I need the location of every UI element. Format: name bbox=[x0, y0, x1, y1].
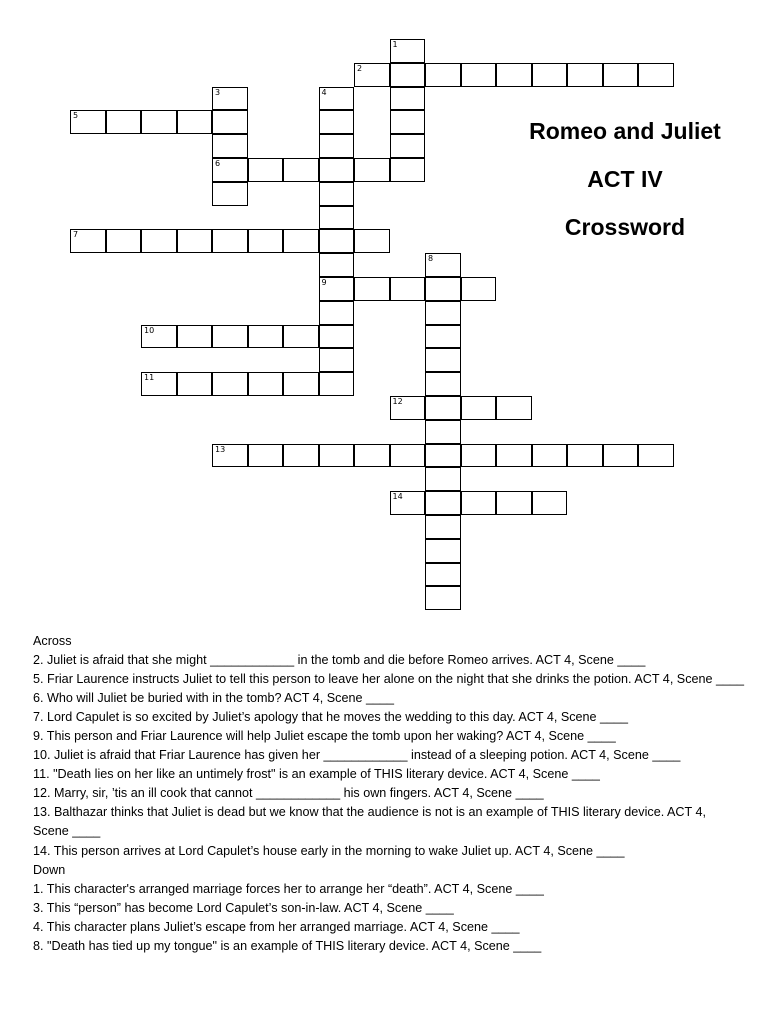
grid-cell[interactable] bbox=[319, 348, 355, 372]
grid-cell[interactable] bbox=[354, 158, 390, 182]
clue-number: 9 bbox=[321, 278, 327, 287]
clue-number: 14 bbox=[392, 492, 403, 502]
grid-cell[interactable] bbox=[354, 444, 390, 468]
grid-cell[interactable] bbox=[212, 325, 248, 349]
grid-cell[interactable] bbox=[532, 63, 568, 87]
clue-across-10: 10. Juliet is afraid that Friar Laurence has given her ____________ instead of a sleeping potion. ACT 4, Scene ____ bbox=[33, 748, 681, 763]
clue-number: 11 bbox=[144, 373, 155, 383]
grid-cell[interactable] bbox=[461, 277, 497, 301]
clue-across-7: 7. Lord Capulet is so excited by Juliet’s apology that he moves the wedding to this day. ACT 4, Scene ____ bbox=[33, 710, 629, 725]
grid-cell[interactable] bbox=[390, 277, 426, 301]
grid-cell[interactable] bbox=[248, 444, 284, 468]
grid-cell[interactable] bbox=[248, 229, 284, 253]
clue-across-13: 13. Balthazar thinks that Juliet is dead but we know that the audience is not is an example of THIS literary device. ACT 4, Scene ____ bbox=[33, 805, 706, 839]
grid-cell[interactable] bbox=[319, 87, 355, 111]
grid-cell[interactable] bbox=[603, 63, 639, 87]
clue-number: 10 bbox=[144, 325, 155, 335]
grid-cell[interactable] bbox=[319, 325, 355, 349]
clue-down-4: 4. This character plans Juliet’s escape from her arranged marriage. ACT 4, Scene ____ bbox=[33, 919, 520, 934]
clue-across-5: 5. Friar Laurence instructs Juliet to tell this person to leave her alone on the night that she drinks the potion. ACT 4, Scene ____ bbox=[33, 672, 745, 687]
clue-down-3: 3. This “person” has become Lord Capulet’s son-in-law. ACT 4, Scene ____ bbox=[33, 900, 454, 915]
clue-across-9: 9. This person and Friar Laurence will help Juliet escape the tomb upon her waking? ACT 4, Scene ____ bbox=[33, 729, 616, 744]
clue-number: 5 bbox=[73, 111, 79, 121]
clue-number: 1 bbox=[392, 40, 398, 49]
clue-across-2: 2. Juliet is afraid that she might ____________ in the tomb and die before Romeo arrives. ACT 4, Scene ____ bbox=[33, 653, 646, 668]
title-line-2: ACT IV bbox=[587, 166, 663, 192]
grid-cell[interactable] bbox=[70, 110, 106, 134]
grid-cell[interactable] bbox=[177, 229, 213, 253]
grid-cell[interactable] bbox=[425, 396, 461, 420]
grid-cell[interactable] bbox=[425, 63, 461, 87]
grid-cell[interactable] bbox=[177, 372, 213, 396]
grid-cell[interactable] bbox=[532, 444, 568, 468]
grid-cell[interactable] bbox=[319, 110, 355, 134]
title-line-3: Crossword bbox=[564, 214, 686, 240]
grid-cell[interactable] bbox=[390, 110, 426, 134]
across-heading: Across bbox=[33, 634, 72, 648]
grid-cell[interactable] bbox=[425, 325, 461, 349]
clue-across-6: 6. Who will Juliet be buried with in the tomb? ACT 4, Scene ____ bbox=[33, 691, 394, 706]
clue-number: 12 bbox=[392, 397, 403, 406]
grid-cell[interactable] bbox=[106, 110, 142, 134]
grid-cell[interactable] bbox=[425, 301, 461, 325]
clue-number: 3 bbox=[215, 87, 221, 97]
grid-cell[interactable] bbox=[496, 63, 532, 87]
grid-cell[interactable] bbox=[319, 182, 355, 206]
grid-cell[interactable] bbox=[141, 372, 177, 396]
grid-cell[interactable] bbox=[319, 444, 355, 468]
grid-cell[interactable] bbox=[496, 491, 532, 515]
grid-cell[interactable] bbox=[212, 372, 248, 396]
grid-cell[interactable] bbox=[425, 348, 461, 372]
grid-cell[interactable] bbox=[212, 158, 248, 182]
grid-cell[interactable] bbox=[319, 134, 355, 158]
grid-cell[interactable] bbox=[425, 491, 461, 515]
grid-cell[interactable] bbox=[425, 372, 461, 396]
grid-cell[interactable] bbox=[425, 539, 461, 563]
clue-down-8: 8. "Death has tied up my tongue" is an example of THIS literary device. ACT 4, Scene ____ bbox=[33, 938, 542, 953]
clue-down-1: 1. This character's arranged marriage forces her to arrange her “death”. ACT 4, Scene ____ bbox=[33, 881, 544, 896]
grid-cell[interactable] bbox=[212, 87, 248, 111]
grid-cell[interactable] bbox=[248, 372, 284, 396]
grid-cell[interactable] bbox=[106, 229, 142, 253]
grid-cell[interactable] bbox=[425, 444, 461, 468]
grid-cell[interactable] bbox=[603, 444, 639, 468]
grid-cell[interactable] bbox=[354, 277, 390, 301]
grid-cell[interactable] bbox=[212, 110, 248, 134]
grid-cell[interactable] bbox=[567, 444, 603, 468]
title-line-1: Romeo and Juliet bbox=[529, 118, 721, 144]
grid-cell[interactable] bbox=[177, 325, 213, 349]
grid-cell[interactable] bbox=[141, 110, 177, 134]
grid-cell[interactable] bbox=[390, 158, 426, 182]
grid-cell[interactable] bbox=[283, 158, 319, 182]
grid-cell[interactable] bbox=[425, 277, 461, 301]
clue-number: 2 bbox=[357, 63, 363, 73]
grid-cell[interactable] bbox=[461, 491, 497, 515]
grid-cell[interactable] bbox=[354, 63, 390, 87]
clue-across-14: 14. This person arrives at Lord Capulet’s house early in the morning to wake Juliet up. ACT 4, Scene ____ bbox=[33, 843, 625, 858]
grid-cell[interactable] bbox=[141, 229, 177, 253]
grid-cell[interactable] bbox=[425, 586, 461, 610]
grid-cell[interactable] bbox=[461, 63, 497, 87]
grid-cell[interactable] bbox=[390, 63, 426, 87]
grid-cell[interactable] bbox=[354, 229, 390, 253]
clue-number: 13 bbox=[215, 444, 226, 454]
grid-cell[interactable] bbox=[425, 253, 461, 277]
grid-cell[interactable] bbox=[390, 396, 426, 420]
grid-cell[interactable] bbox=[496, 444, 532, 468]
grid-cell[interactable] bbox=[283, 325, 319, 349]
grid-cell[interactable] bbox=[319, 372, 355, 396]
grid-cell[interactable] bbox=[461, 396, 497, 420]
grid-cell[interactable] bbox=[212, 134, 248, 158]
grid-cell[interactable] bbox=[319, 253, 355, 277]
grid-cell[interactable] bbox=[425, 467, 461, 491]
grid-cell[interactable] bbox=[425, 563, 461, 587]
grid-cell[interactable] bbox=[141, 325, 177, 349]
grid-cell[interactable] bbox=[319, 301, 355, 325]
grid-cell[interactable] bbox=[390, 134, 426, 158]
grid-cell[interactable] bbox=[390, 491, 426, 515]
grid-cell[interactable] bbox=[567, 63, 603, 87]
grid-cell[interactable] bbox=[638, 63, 674, 87]
grid-cell[interactable] bbox=[390, 444, 426, 468]
grid-cell[interactable] bbox=[70, 229, 106, 253]
down-heading: Down bbox=[33, 862, 66, 877]
clue-number: 6 bbox=[215, 159, 221, 168]
grid-cell[interactable] bbox=[638, 444, 674, 468]
grid-cell[interactable] bbox=[248, 325, 284, 349]
grid-cell[interactable] bbox=[212, 182, 248, 206]
grid-cell[interactable] bbox=[248, 158, 284, 182]
grid-cell[interactable] bbox=[283, 229, 319, 253]
grid-cell[interactable] bbox=[390, 39, 426, 63]
clue-across-11: 11. "Death lies on her like an untimely frost" is an example of THIS literary device. ACT 4, Scene ____ bbox=[33, 767, 600, 782]
grid-cell[interactable] bbox=[283, 372, 319, 396]
grid-cell[interactable] bbox=[532, 491, 568, 515]
clue-number: 7 bbox=[73, 230, 79, 240]
grid-cell[interactable] bbox=[212, 444, 248, 468]
grid-cell[interactable] bbox=[425, 515, 461, 539]
grid-cell[interactable] bbox=[319, 158, 355, 182]
grid-cell[interactable] bbox=[319, 206, 355, 230]
grid-cell[interactable] bbox=[212, 229, 248, 253]
clue-number: 4 bbox=[321, 87, 327, 97]
grid-cell[interactable] bbox=[425, 420, 461, 444]
grid-cell[interactable] bbox=[177, 110, 213, 134]
grid-cell[interactable] bbox=[496, 396, 532, 420]
grid-cell[interactable] bbox=[319, 277, 355, 301]
grid-cell[interactable] bbox=[319, 229, 355, 253]
clue-number: 8 bbox=[428, 254, 434, 264]
grid-cell[interactable] bbox=[461, 444, 497, 468]
grid-cell[interactable] bbox=[283, 444, 319, 468]
clue-across-12: 12. Marry, sir, ’tis an ill cook that cannot ____________ his own fingers. ACT 4, Scene ____ bbox=[33, 786, 544, 801]
clue-list bbox=[33, 632, 745, 956]
grid-cell[interactable] bbox=[390, 87, 426, 111]
